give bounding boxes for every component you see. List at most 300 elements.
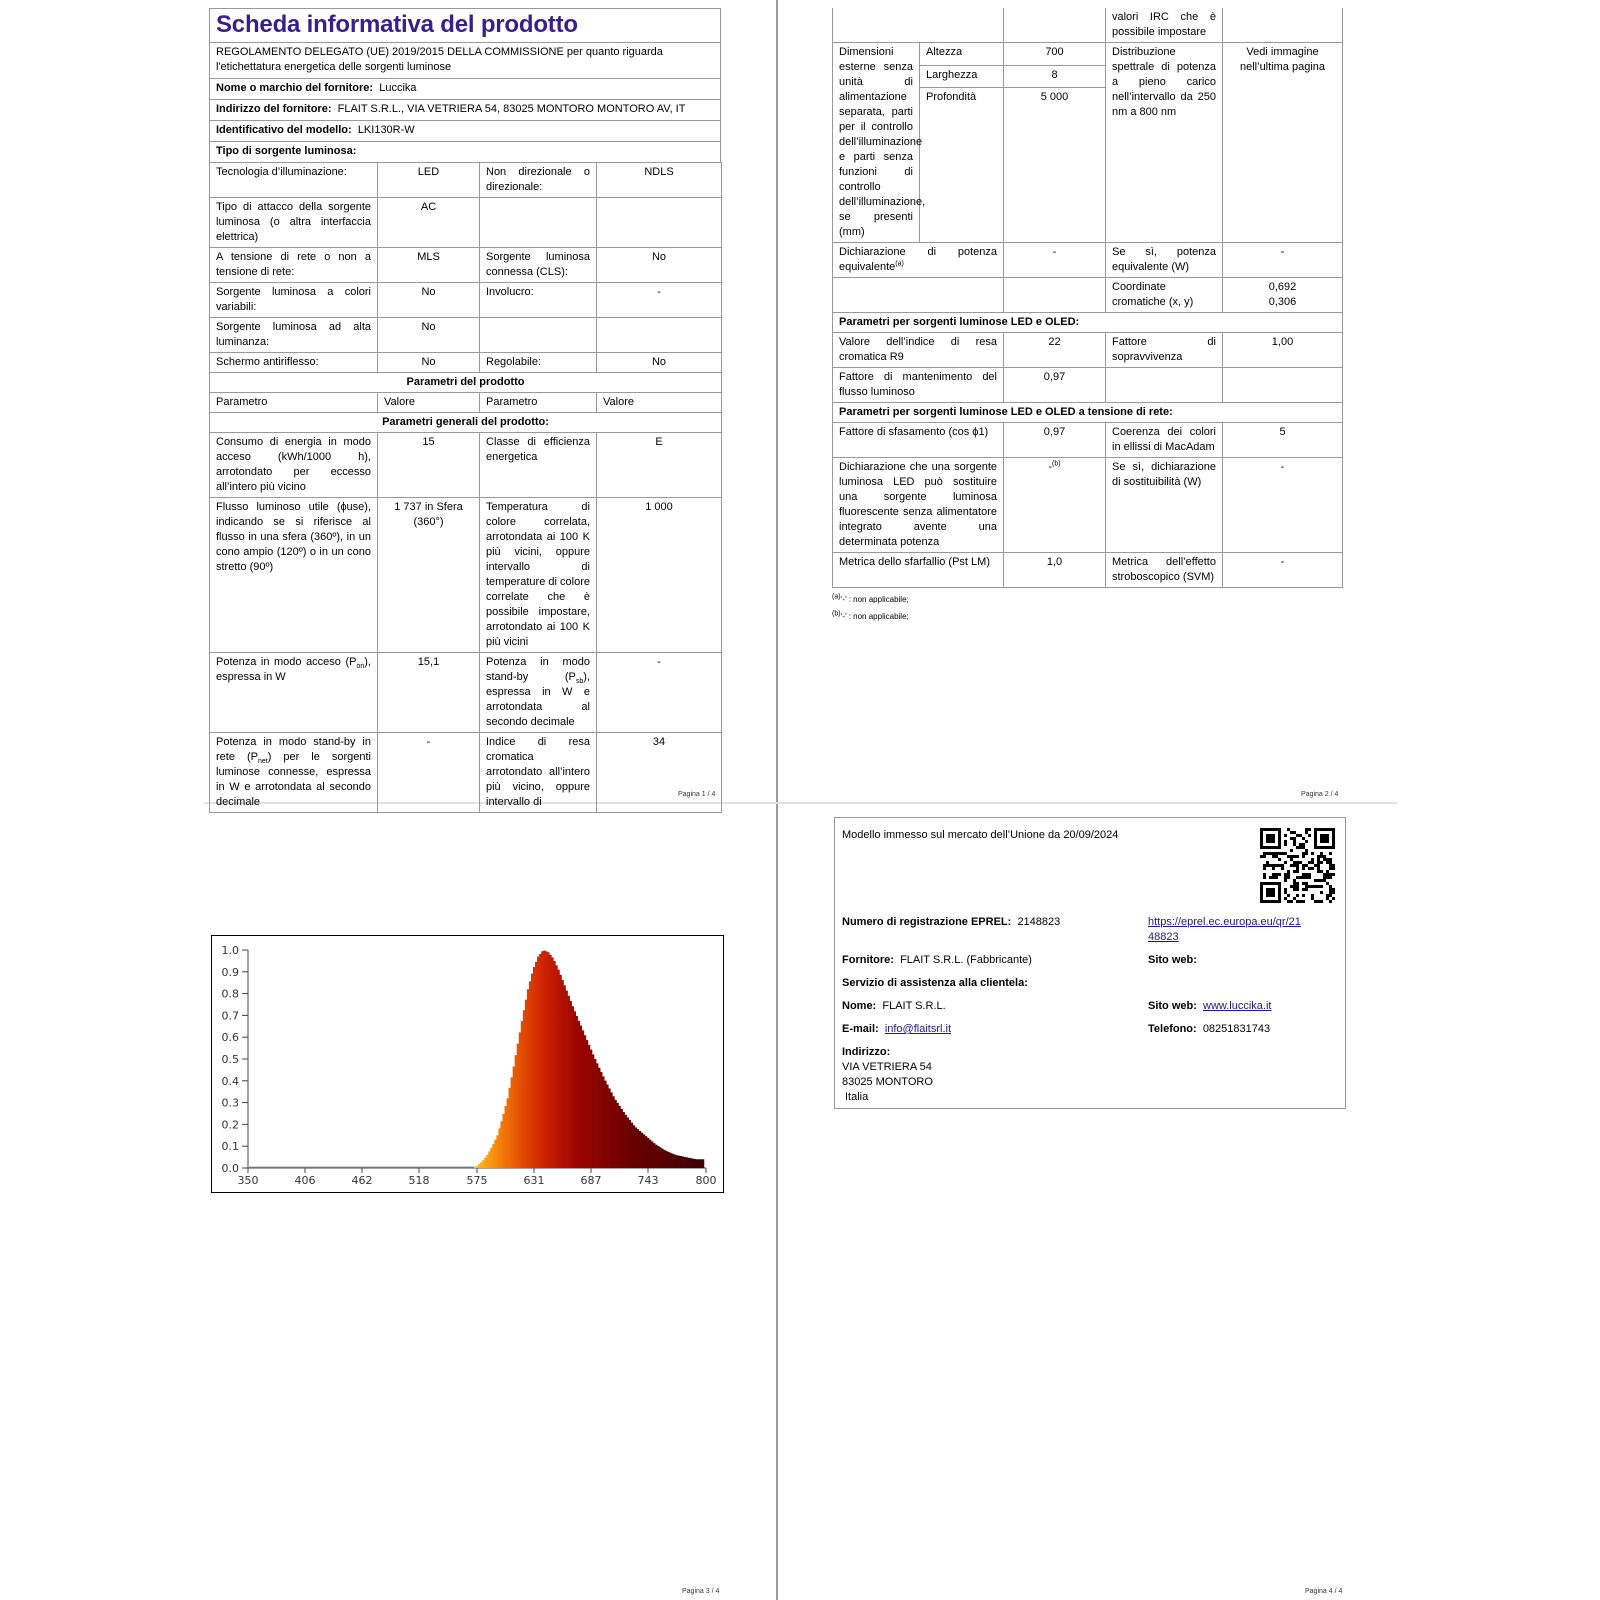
footnote-a: (a)‘-’ : non applicabile; [832, 593, 909, 604]
qr-module [1314, 900, 1317, 903]
qr-module [1263, 873, 1266, 876]
qr-module [1269, 864, 1272, 867]
qr-module [1302, 846, 1305, 849]
fornitore-row: Fornitore: FLAIT S.R.L. (Fabbricante) [842, 954, 1032, 966]
qr-module [1305, 849, 1308, 852]
qr-module [1332, 891, 1335, 894]
spectrum-bar [629, 1120, 631, 1168]
qr-module [1317, 864, 1320, 867]
spectrum-bar [627, 1117, 629, 1168]
qr-module [1293, 843, 1296, 846]
x-tick-label: 518 [408, 1174, 430, 1187]
qr-module [1296, 894, 1299, 897]
qr-module [1260, 882, 1263, 903]
qr-module [1305, 885, 1308, 888]
table-row [210, 248, 722, 283]
qr-module [1284, 888, 1287, 891]
spectrum-bar [578, 1021, 580, 1168]
spectrum-bar [482, 1160, 484, 1168]
col-header: Valore [597, 393, 722, 413]
qr-module [1275, 864, 1278, 867]
model-value: LKI130R-W [357, 124, 415, 136]
spectrum-bar [527, 989, 529, 1168]
qr-module [1293, 861, 1296, 864]
spectrum-bar [492, 1144, 494, 1168]
qr-module [1323, 876, 1326, 879]
spectrum-bar [543, 950, 545, 1168]
flicker-value: 1,0 [1004, 553, 1106, 588]
qr-module [1305, 831, 1308, 834]
spectrum-bar [570, 1001, 572, 1168]
cell-label: Schermo antiriflesso: [210, 353, 378, 373]
spectrum-bar [669, 1153, 671, 1168]
qr-module [1332, 828, 1335, 849]
spectrum-bar [663, 1150, 665, 1168]
x-tick-label: 406 [294, 1174, 316, 1187]
spectrum-bar [480, 1162, 482, 1168]
qr-module [1326, 882, 1329, 885]
qr-module [1296, 876, 1299, 879]
spectrum-bar [608, 1088, 610, 1168]
params-header: Parametri del prodotto [210, 373, 722, 393]
table-row [833, 368, 1343, 403]
spectrum-bar [657, 1146, 659, 1168]
qr-module [1263, 852, 1266, 855]
qr-module [1290, 855, 1293, 858]
spectrum-bar [686, 1157, 688, 1168]
table-row [210, 163, 722, 198]
qr-module [1305, 873, 1308, 876]
dim-width-value: 8 [1004, 65, 1106, 88]
table-row [833, 43, 1343, 66]
page-number: Pagina 3 / 4 [682, 1588, 720, 1595]
qr-module [1293, 879, 1296, 882]
spectrum-bar [539, 954, 541, 1168]
qr-module [1275, 852, 1278, 855]
qr-module [1329, 864, 1332, 867]
supplier-label: Nome o marchio del fornitore: [216, 82, 374, 94]
qr-module [1278, 873, 1281, 876]
spectrum-bar [584, 1035, 586, 1168]
spectrum-bar [618, 1106, 620, 1168]
r9-value: 22 [1004, 333, 1106, 368]
qr-module [1329, 858, 1332, 861]
y-tick-label: 1.0 [221, 944, 239, 957]
equiv-value: - [1004, 243, 1106, 278]
qr-module [1329, 873, 1332, 876]
spectrum-bar [525, 1000, 527, 1168]
qr-module [1311, 894, 1314, 897]
market-date: Modello immesso sul mercato dell’Unione da 20/09/2024 [842, 829, 1119, 841]
spectrum-bar [641, 1133, 643, 1168]
qr-module [1305, 828, 1308, 831]
qr-module [1263, 864, 1266, 867]
spectrum-bar [545, 951, 547, 1168]
page-number: Pagina 4 / 4 [1305, 1588, 1343, 1595]
qr-module [1317, 855, 1320, 858]
qr-module [1329, 867, 1332, 870]
qr-module [1278, 852, 1281, 855]
table-row [210, 353, 722, 373]
cell-value [597, 318, 722, 353]
footnotes [832, 591, 1342, 625]
spd-value: Vedi immagine nell’ultima pagina [1223, 43, 1343, 243]
spectrum-bar [698, 1159, 700, 1168]
qr-module [1302, 882, 1305, 885]
qr-module [1329, 876, 1332, 879]
pon-value: 15,1 [378, 653, 480, 733]
qr-module [1305, 882, 1308, 885]
spectrum-bar [614, 1100, 616, 1168]
spectrum-bar [541, 951, 543, 1168]
qr-module [1305, 852, 1308, 855]
qr-module [1302, 852, 1305, 855]
qr-module [1290, 831, 1293, 834]
spectrum-bar [596, 1063, 598, 1168]
spectrum-bar [659, 1147, 661, 1168]
nome-row: Nome: FLAIT S.R.L. [842, 1000, 946, 1012]
qr-module [1284, 897, 1287, 900]
qr-module [1296, 864, 1299, 867]
qr-module [1293, 888, 1296, 891]
spectrum-bar [535, 962, 537, 1168]
x-tick-label: 575 [466, 1174, 488, 1187]
cell-label: Sorgente luminosa ad alta luminanza: [210, 318, 378, 353]
mains-header-row [833, 403, 1343, 423]
cell-value: AC [378, 198, 480, 248]
spectrum-bar [682, 1156, 684, 1168]
spectrum-bar [517, 1044, 519, 1168]
spectrum-bar [574, 1011, 576, 1168]
replace-w-label: Se sì, dichiarazione di sostituibilità (W) [1106, 458, 1223, 553]
qr-module [1314, 885, 1317, 888]
qr-module [1293, 885, 1296, 888]
spectrum-bar [639, 1131, 641, 1168]
qr-code-icon[interactable] [1260, 828, 1335, 903]
y-tick-label: 0.9 [221, 965, 239, 979]
qr-module [1317, 900, 1320, 903]
spectrum-bar [553, 961, 555, 1168]
spectrum-bar [696, 1159, 698, 1168]
y-tick-label: 0.1 [221, 1140, 239, 1154]
spectrum-bar [555, 965, 557, 1168]
y-tick-label: 0.0 [221, 1162, 239, 1175]
y-tick-label: 0.3 [221, 1096, 239, 1110]
qr-module [1302, 837, 1305, 840]
cell-label [480, 318, 597, 353]
spectrum-bar [484, 1158, 486, 1168]
spectrum-bar [621, 1109, 623, 1168]
spectrum-bar [655, 1145, 657, 1168]
spectrum-bar [671, 1154, 673, 1168]
spectrum-bar [529, 981, 531, 1168]
cell-label: A tensione di rete o non a tensione di rete: [210, 248, 378, 283]
qr-module [1308, 876, 1311, 879]
qr-module [1278, 882, 1281, 903]
spectrum-bar [547, 952, 549, 1168]
spectrum-bar [511, 1077, 513, 1168]
qr-module [1317, 879, 1320, 882]
page-number: Pagina 1 / 4 [678, 791, 716, 798]
dim-height-value: 700 [1004, 43, 1106, 66]
sito-web-label-1: Sito web: [1148, 954, 1197, 966]
dim-width-label: Larghezza [920, 65, 1004, 88]
qr-module [1329, 885, 1332, 888]
qr-module [1332, 864, 1335, 867]
qr-module [1272, 876, 1275, 879]
qr-module [1326, 861, 1329, 864]
spectrum-bar [616, 1103, 618, 1168]
service-label: Servizio di assistenza alla clientela: [842, 977, 1028, 989]
spectrum-bar [533, 967, 535, 1168]
qr-module [1290, 849, 1293, 852]
model-label: Identificativo del modello: [216, 124, 352, 136]
spectrum-bar [476, 1166, 478, 1168]
spectrum-bar [486, 1155, 488, 1168]
qr-module [1281, 852, 1284, 855]
spectral-chart [211, 935, 724, 1193]
qr-module [1260, 882, 1281, 885]
qr-module [1299, 861, 1302, 864]
cell-label: Sorgente luminosa a colori variabili: [210, 283, 378, 318]
cell-label: Classe di efficienza energetica [480, 433, 597, 498]
qr-module [1284, 840, 1287, 843]
spectrum-bar [496, 1135, 498, 1168]
telefono-row: Telefono: 08251831743 [1148, 1023, 1271, 1035]
y-tick-label: 0.8 [221, 987, 239, 1001]
spectrum-bar [561, 980, 563, 1168]
qr-module [1284, 843, 1287, 846]
qr-module [1296, 834, 1299, 837]
spectrum-bar [590, 1050, 592, 1168]
spectrum-bar [474, 1167, 476, 1168]
cell-value: 15 [378, 433, 480, 498]
qr-module [1329, 861, 1332, 864]
cell-value: No [378, 318, 480, 353]
qr-module [1311, 897, 1314, 900]
table-row [210, 318, 722, 353]
spectrum-bar [582, 1030, 584, 1168]
cell-value: NDLS [597, 163, 722, 198]
address-value: FLAIT S.R.L., VIA VETRIERA 54, 83025 MONTORO MONTORO AV, IT [337, 103, 686, 115]
qr-module [1311, 867, 1314, 870]
spectrum-bar [661, 1149, 663, 1168]
spectrum-bar [623, 1112, 625, 1168]
spectrum-bar [649, 1140, 651, 1168]
survival-value: 1,00 [1223, 333, 1343, 368]
qr-module [1317, 885, 1320, 888]
spectrum-bar [675, 1155, 677, 1168]
qr-module [1272, 855, 1275, 858]
qr-module [1272, 873, 1275, 876]
page-separator-vertical [776, 0, 778, 1600]
spectrum-bar [602, 1076, 604, 1168]
qr-module [1308, 828, 1311, 831]
qr-module [1308, 861, 1311, 864]
spectrum-bar [523, 1010, 525, 1168]
cell-value: No [378, 283, 480, 318]
spectrum-bar [580, 1026, 582, 1168]
qr-module [1332, 867, 1335, 870]
website-link[interactable]: www.luccika.it [1203, 1000, 1272, 1012]
x-tick-label: 687 [580, 1174, 602, 1187]
document-title: Scheda informativa del prodotto [209, 8, 721, 42]
qr-module [1329, 852, 1332, 855]
qr-module [1287, 828, 1290, 831]
spectrum-bar [690, 1158, 692, 1168]
page-2 [832, 8, 1342, 625]
sito-web-row: Sito web: www.luccika.it [1148, 1000, 1272, 1012]
replace-w-value: - [1223, 458, 1343, 553]
spectrum-bar [678, 1156, 680, 1168]
qr-module [1281, 867, 1284, 870]
qr-module [1263, 855, 1266, 858]
qr-module [1302, 876, 1305, 879]
eprel-row: Numero di registrazione EPREL: 2148823 [842, 916, 1061, 928]
qr-module [1284, 876, 1287, 879]
qr-module [1314, 879, 1317, 882]
qr-module [1284, 852, 1287, 855]
params-header-row [210, 373, 722, 393]
type-label: Tipo di sorgente luminosa: [216, 145, 357, 157]
qr-module [1287, 894, 1290, 897]
pnet-value: - [378, 733, 480, 813]
equiv-w-label: Se sì, potenza equivalente (W) [1106, 243, 1223, 278]
qr-module [1266, 834, 1275, 843]
qr-module [1320, 852, 1323, 855]
qr-module [1332, 888, 1335, 891]
qr-module [1275, 876, 1278, 879]
x-tick-label: 631 [523, 1174, 545, 1187]
qr-module [1302, 873, 1305, 876]
spectrum-bar [647, 1138, 649, 1168]
footnote-b: (b)‘-’ : non applicabile; [832, 610, 909, 621]
qr-module [1317, 867, 1320, 870]
address-label: Indirizzo del fornitore: [216, 103, 332, 115]
spectrum-bar [531, 974, 533, 1168]
spectrum-bar [494, 1140, 496, 1168]
spectrum-bar [645, 1136, 647, 1168]
spectrum-bar [549, 955, 551, 1168]
qr-module [1317, 870, 1320, 873]
table-row [210, 498, 722, 653]
qr-module [1287, 855, 1290, 858]
qr-module [1323, 858, 1326, 861]
dim-height-label: Altezza [920, 43, 1004, 66]
spectrum-bar [500, 1121, 502, 1168]
spectrum-bar [519, 1032, 521, 1168]
page-4-card [834, 817, 1346, 1109]
cell-label: Sorgente luminosa connessa (CLS): [480, 248, 597, 283]
spectrum-bar [586, 1040, 588, 1168]
qr-module [1284, 873, 1287, 876]
qr-module [1320, 900, 1323, 903]
spectrum-bar [572, 1006, 574, 1168]
y-tick-label: 0.7 [221, 1009, 239, 1023]
supplier-value: Luccika [379, 82, 417, 94]
qr-module [1329, 888, 1332, 891]
y-tick-label: 0.4 [221, 1074, 239, 1088]
qr-module [1308, 867, 1311, 870]
qr-module [1290, 900, 1293, 903]
qr-module [1296, 855, 1299, 858]
spectrum-bar [568, 996, 570, 1168]
spectrum-bar [488, 1151, 490, 1168]
spectrum-bar [651, 1141, 653, 1168]
qr-module [1311, 852, 1314, 855]
qr-module [1332, 897, 1335, 900]
cell-label: Involucro: [480, 283, 597, 318]
type-row [209, 141, 721, 162]
qr-module [1278, 828, 1281, 849]
email-link[interactable]: info@flaitsrl.it [884, 1023, 951, 1035]
qr-module [1284, 861, 1287, 864]
indirizzo-block: Indirizzo: VIA VETRIERA 54 83025 MONTORO Italia [842, 1046, 933, 1103]
qr-module [1293, 831, 1296, 834]
qr-module [1302, 888, 1305, 891]
qr-module [1323, 855, 1326, 858]
spectrum-bar [509, 1088, 511, 1168]
x-tick-label: 800 [695, 1174, 717, 1187]
spectrum-bar [653, 1143, 655, 1168]
spectrum-bar [612, 1096, 614, 1168]
spectrum-bar [507, 1098, 509, 1168]
spectrum-bar [557, 970, 559, 1168]
cell-label: Non direzionale o direzionale: [480, 163, 597, 198]
regulation-text: REGOLAMENTO DELEGATO (UE) 2019/2015 DELLA COMMISSIONE per quanto riguarda l'etichettatura energetica delle sorgenti luminose [209, 42, 721, 78]
qr-module [1269, 876, 1272, 879]
qr-module [1326, 873, 1329, 876]
cell-value: No [378, 353, 480, 373]
spectrum-bar [537, 957, 539, 1168]
dim-depth-value: 5 000 [1004, 88, 1106, 243]
table-row [210, 198, 722, 248]
spectrum-bar [515, 1055, 517, 1168]
replace-value: -$^{(b)}$ [1004, 458, 1106, 553]
spectrum-bar [667, 1152, 669, 1168]
qr-module [1326, 897, 1329, 900]
equiv-label: Dichiarazione di potenza equivalente$^{(a)}$ [833, 243, 1004, 278]
qr-module [1329, 891, 1332, 894]
qr-module [1302, 894, 1305, 897]
led-header: Parametri per sorgenti luminose LED e OLED: [833, 313, 1343, 333]
qr-module [1320, 885, 1323, 888]
qr-module [1293, 840, 1296, 843]
qr-module [1311, 885, 1314, 888]
qr-module [1311, 858, 1314, 861]
spectrum-bar [635, 1127, 637, 1168]
maint-value: 0,97 [1004, 368, 1106, 403]
eprel-number: 2148823 [1017, 916, 1061, 928]
qr-module [1293, 882, 1296, 885]
qr-module [1260, 828, 1263, 849]
table-row [210, 653, 722, 733]
qr-module [1302, 867, 1305, 870]
cell-label: Regolabile: [480, 353, 597, 373]
spectral-chart-svg [212, 936, 723, 1192]
qr-module [1299, 834, 1302, 837]
address-row [209, 99, 721, 120]
qr-module [1308, 834, 1311, 837]
qr-module [1278, 858, 1281, 861]
spectrum-bar [665, 1151, 667, 1168]
qr-module [1293, 870, 1296, 873]
table-row [210, 283, 722, 318]
qr-module [1269, 852, 1272, 855]
eprel-link[interactable]: https://eprel.ec.europa.eu/qr/21 48823 [1148, 916, 1301, 943]
spectrum-bar [692, 1159, 694, 1168]
qr-module [1272, 867, 1275, 870]
